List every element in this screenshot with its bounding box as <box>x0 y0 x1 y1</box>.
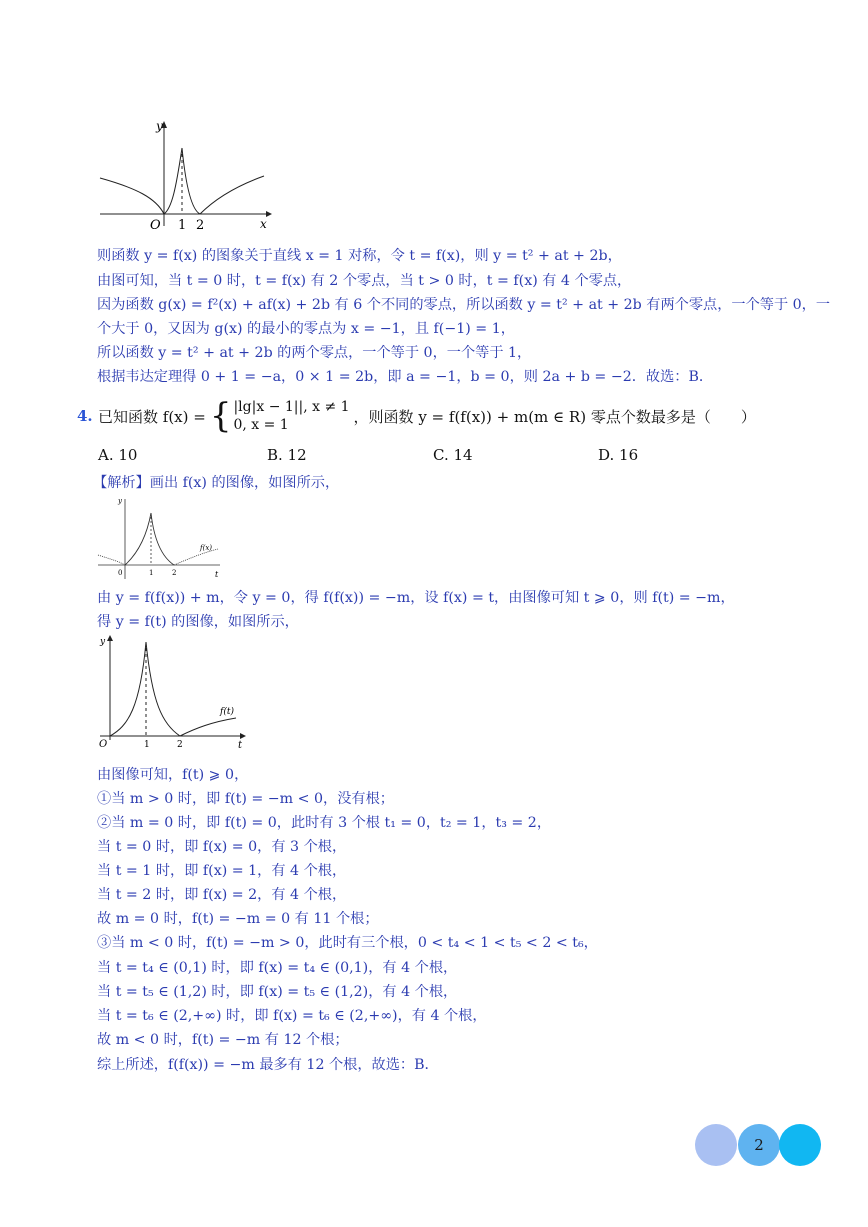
question-stem <box>98 398 756 434</box>
curve-right <box>146 642 180 736</box>
origin-label: O <box>150 218 161 233</box>
piecewise-case-2: 0, x = 1 <box>233 417 289 433</box>
analysis-line-5: 当 t = 1 时，即 f(x) = 1，有 4 个根， <box>97 863 347 879</box>
tick-2-label: 2 <box>172 569 177 577</box>
curve-center-right <box>151 513 174 565</box>
tick-1-label: 1 <box>178 218 187 233</box>
tick-1-label: 1 <box>149 569 154 577</box>
analysis-line-13: 综上所述，f(f(x)) = −m 最多有 12 个根，故选：B． <box>97 1057 439 1073</box>
x-axis-arrow-icon <box>240 733 246 739</box>
graph-figure-1 <box>96 118 276 233</box>
tick-2-label: 2 <box>196 218 205 233</box>
prev-solution-line-5: 所以函数 y = t² + at + 2b 的两个零点，一个等于 0，一个等于 1， <box>97 345 532 361</box>
analysis-line-2: ①当 m > 0 时，即 f(t) = −m < 0，没有根； <box>97 791 394 807</box>
piecewise-case-1: |lg|x − 1||, x ≠ 1 <box>233 399 350 415</box>
curve-center-left <box>125 513 151 565</box>
analysis-line-10: 当 t = t₅ ∈ (1,2) 时，即 f(x) = t₅ ∈ (1,2)，有 4 个根， <box>97 984 458 1000</box>
curve-label: f(x) <box>200 544 213 552</box>
curve-left <box>100 178 164 214</box>
prev-solution-line-1: 则函数 y = f(x) 的图象关于直线 x = 1 对称，令 t = f(x)，则 y = t² + at + 2b， <box>97 248 622 264</box>
y-label: y <box>100 637 106 647</box>
x-axis-arrow-icon <box>266 211 272 217</box>
question-number: 4. <box>77 407 93 425</box>
curve-left <box>110 642 146 736</box>
analysis-line-3: ②当 m = 0 时，即 f(t) = 0，此时有 3 个根 t₁ = 0，t₂ = 1，t₃ = 2， <box>97 815 552 831</box>
analysis-intro: 【解析】画出 f(x) 的图像，如图所示， <box>93 475 340 491</box>
curve-left <box>98 555 125 565</box>
analysis-line-11: 当 t = t₆ ∈ (2,+∞) 时，即 f(x) = t₆ ∈ (2,+∞)，有 4 个根， <box>97 1008 487 1024</box>
brace-icon: { <box>209 396 232 436</box>
graph-figure-3 <box>96 632 248 752</box>
badge-circle-left <box>695 1124 737 1166</box>
prev-solution-line-4: 个大于 0，又因为 g(x) 的最小的零点为 x = −1，且 f(−1) = 1， <box>97 321 515 337</box>
analysis-line-9: 当 t = t₄ ∈ (0,1) 时，即 f(x) = t₄ ∈ (0,1)，有 4 个根， <box>97 960 458 976</box>
y-label: y <box>156 119 163 133</box>
curve-center-left <box>164 148 182 214</box>
y-axis-arrow-icon <box>107 635 113 641</box>
page-number: 2 <box>754 1136 764 1154</box>
option-a: A. 10 <box>98 446 138 464</box>
curve-center-right <box>182 148 200 214</box>
curve-tail <box>180 718 236 736</box>
stem-suffix: ，则函数 y = f(f(x)) + m(m ∈ R) 零点个数最多是（ ） <box>353 407 756 426</box>
analysis-line-1: 由图像可知，f(t) ⩾ 0， <box>97 767 249 783</box>
origin-label: O <box>99 739 108 750</box>
page-number-badge <box>694 1122 824 1168</box>
prev-solution-line-6: 根据韦达定理得 0 + 1 = −a，0 × 1 = 2b，即 a = −1，b = 0，则 2a + b = −2．故选：B． <box>97 369 714 385</box>
option-b: B. 12 <box>267 446 307 464</box>
analysis-line-12: 故 m < 0 时，f(t) = −m 有 12 个根； <box>97 1032 349 1048</box>
x-label: x <box>260 217 267 231</box>
graph-figure-2 <box>96 495 224 583</box>
analysis-line-4: 当 t = 0 时，即 f(x) = 0，有 3 个根， <box>97 839 347 855</box>
option-c: C. 14 <box>433 446 473 464</box>
stem-prefix: 已知函数 f(x) = <box>98 407 206 426</box>
tick-1-label: 1 <box>144 740 150 750</box>
prev-solution-line-2: 由图可知，当 t = 0 时，t = f(x) 有 2 个零点，当 t > 0 时，t = f(x) 有 4 个零点， <box>97 273 632 289</box>
x-label: t <box>215 570 219 579</box>
analysis-mid-line-2: 得 y = f(t) 的图像，如图所示， <box>97 614 299 630</box>
piecewise-definition <box>210 398 350 434</box>
origin-label: 0 <box>118 569 123 577</box>
option-d: D. 16 <box>598 446 639 464</box>
curve-label: f(t) <box>220 707 234 717</box>
prev-solution-line-3: 因为函数 g(x) = f²(x) + af(x) + 2b 有 6 个不同的零点，所以函数 y = t² + at + 2b 有两个零点，一个等于 0，一 <box>97 297 831 313</box>
analysis-line-8: ③当 m < 0 时，f(t) = −m > 0，此时有三个根，0 < t₄ < 1 < t₅ < 2 < t₆， <box>97 935 598 951</box>
analysis-line-7: 故 m = 0 时，f(t) = −m = 0 有 11 个根； <box>97 911 379 927</box>
tick-2-label: 2 <box>177 740 183 750</box>
curve-right <box>200 176 264 214</box>
analysis-line-6: 当 t = 2 时，即 f(x) = 2，有 4 个根， <box>97 887 347 903</box>
badge-circle-right <box>779 1124 821 1166</box>
analysis-mid-line-1: 由 y = f(f(x)) + m，令 y = 0，得 f(f(x)) = −m，设 f(x) = t，由图像可知 t ⩾ 0，则 f(t) = −m， <box>97 590 735 606</box>
x-label: t <box>238 740 243 751</box>
y-label: y <box>118 497 122 505</box>
